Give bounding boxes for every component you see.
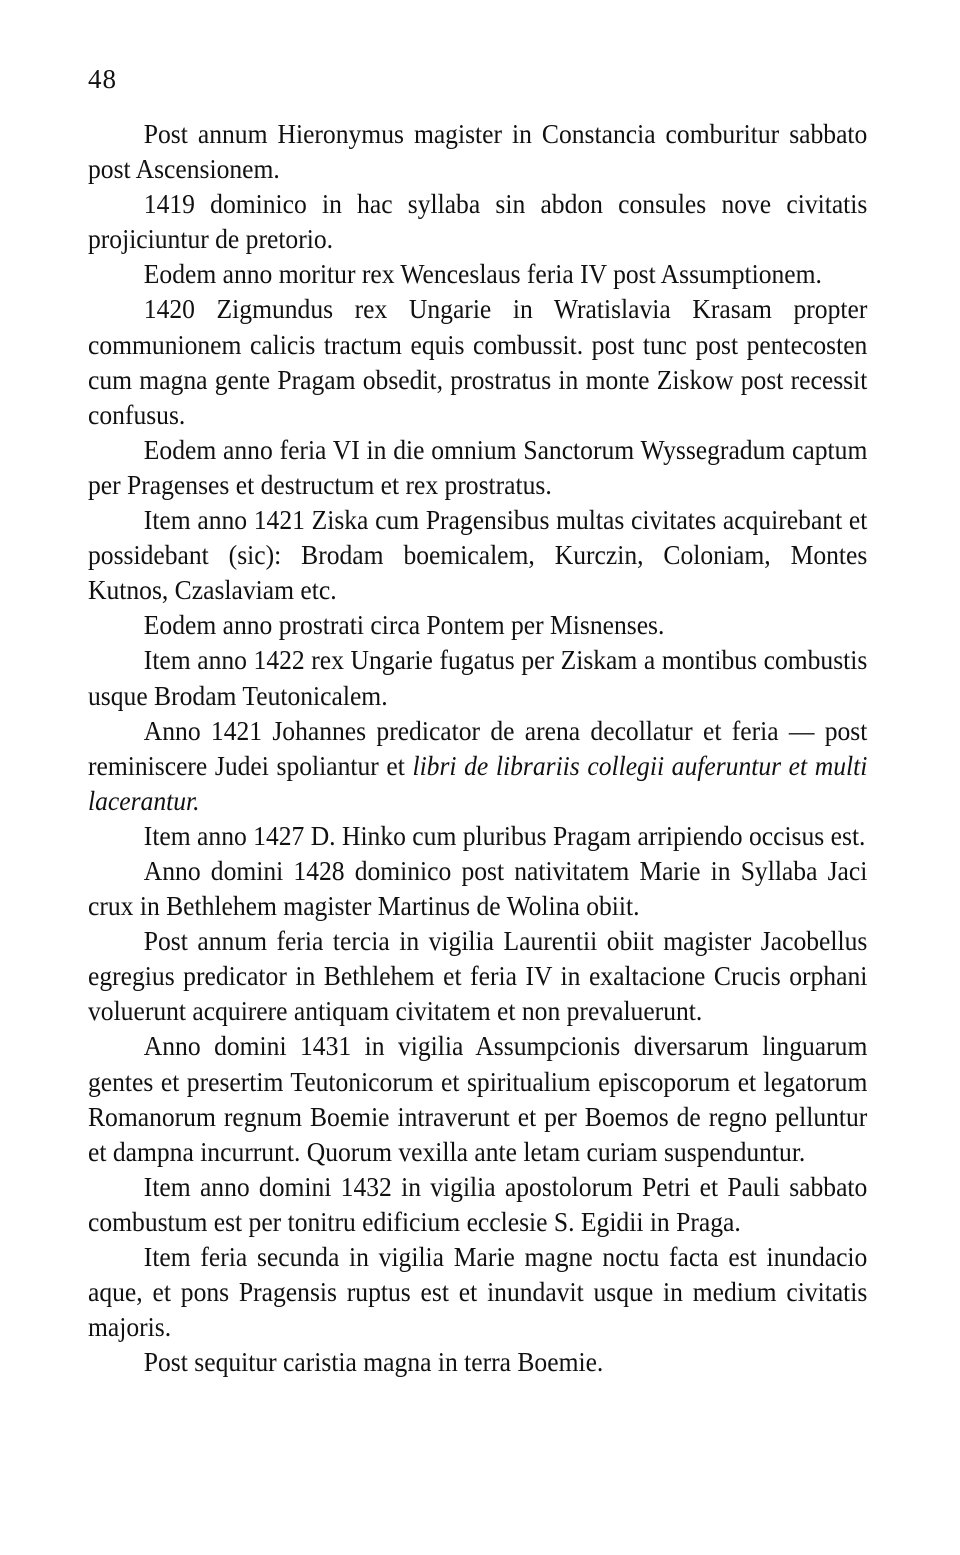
paragraph	[88, 186, 867, 256]
text-segment: Item anno 1427 D. Hinko cum pluribus Pragam arripiendo occisus est.	[143, 819, 866, 851]
text-segment: Eodem anno feria VI in die omnium Sanctorum Wyssegradum captum per Pragenses et destructum et rex prostratus.	[88, 433, 868, 500]
paragraph	[88, 291, 867, 431]
paragraph	[88, 256, 867, 291]
paragraph	[88, 432, 867, 502]
paragraph	[88, 1028, 867, 1168]
paragraph	[88, 1169, 867, 1239]
text-body	[88, 116, 867, 1379]
text-segment: Item anno 1421 Ziska cum Pragensibus multas civitates acquirebant et possidebant (sic): Brodam boemicalem, Kurczin, Coloniam, Montes Kutnos, Czaslaviam etc.	[88, 504, 868, 606]
paragraph	[88, 923, 867, 1028]
paragraph	[88, 713, 867, 818]
text-segment: Post annum feria tercia in vigilia Laurentii obiit magister Jacobellus egregius predicator in Bethlehem et feria IV in exaltacione Crucis orphani voluerunt acquirere antiquam civitatem et non prevaluerunt.	[88, 925, 868, 1027]
text-segment: Item anno 1422 rex Ungarie fugatus per Ziskam a montibus combustis usque Brodam Teutonicalem.	[88, 644, 868, 711]
text-segment: Post sequitur caristia magna in terra Boemie.	[143, 1346, 604, 1378]
text-segment: Post annum Hieronymus magister in Constancia comburitur sabbato post Ascensionem.	[88, 118, 868, 185]
paragraph	[88, 116, 867, 186]
paragraph	[88, 502, 867, 607]
text-segment: Eodem anno moritur rex Wenceslaus feria IV post Assumptionem.	[143, 258, 822, 290]
paragraph	[88, 607, 867, 642]
text-segment: 1419 dominico in hac syllaba sin abdon consules nove civitatis projiciuntur de pretorio.	[88, 188, 868, 255]
paragraph	[88, 1344, 867, 1379]
text-segment: Anno 1421 Johannes predicator de arena decollatur et feria — post reminiscere Judei spoliantur et	[88, 714, 868, 781]
italic-text: libri de librariis collegii auferuntur et multi lacerantur.	[88, 749, 868, 816]
text-segment: Item anno domini 1432 in vigilia apostolorum Petri et Pauli sabbato combustum est per tonitru edificium ecclesie S. Egidii in Praga.	[88, 1170, 868, 1237]
paragraph	[88, 818, 867, 853]
text-segment: 1420 Zigmundus rex Ungarie in Wratislavia Krasam propter communionem calicis tractum equis combussit. post tunc post pentecosten cum magna gente Pragam obsedit, prostratus in monte Ziskow post recessit confusus.	[88, 293, 868, 430]
text-segment: Item feria secunda in vigilia Marie magne noctu facta est inundacio aque, et pons Pragensis ruptus est et inundavit usque in medium civitatis majoris.	[88, 1241, 868, 1343]
paragraph	[88, 1239, 867, 1344]
text-segment: Eodem anno prostrati circa Pontem per Misnenses.	[143, 609, 665, 641]
paragraph	[88, 642, 867, 712]
text-segment: Anno domini 1431 in vigilia Assumpcionis diversarum linguarum gentes et presertim Teutonicorum et spiritualium episcoporum et legatorum Romanorum regnum Boemie intraverunt et per Boemos de regno pelluntur et dampna incurrunt. Quorum vexilla ante letam curiam suspenduntur.	[88, 1030, 868, 1167]
page-number: 48	[88, 64, 117, 94]
paragraph	[88, 853, 867, 923]
text-segment: Anno domini 1428 dominico post nativitatem Marie in Syllaba Jaci crux in Bethlehem magister Martinus de Wolina obiit.	[88, 854, 868, 922]
